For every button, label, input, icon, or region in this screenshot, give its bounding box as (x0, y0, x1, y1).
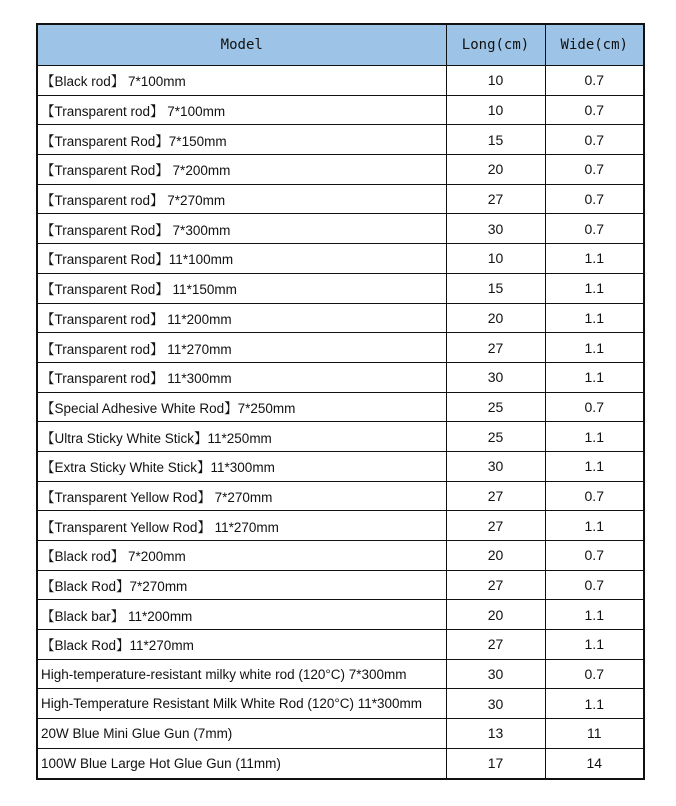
cell-long: 27 (446, 184, 545, 214)
header-wide: Wide(cm) (545, 24, 644, 66)
cell-model: 【Transparent rod】 11*200mm (37, 303, 446, 333)
header-row (37, 24, 644, 66)
cell-long: 10 (446, 244, 545, 274)
table-row (37, 451, 644, 481)
cell-wide: 11 (545, 719, 644, 749)
table-row (37, 659, 644, 689)
cell-wide: 1.1 (545, 273, 644, 303)
table-row (37, 155, 644, 185)
cell-model: High-temperature-resistant milky white rod (120°C) 7*300mm (37, 659, 446, 689)
cell-model: 【Black Rod】7*270mm (37, 570, 446, 600)
cell-long: 27 (446, 511, 545, 541)
table-header (37, 24, 644, 66)
cell-model: 【Special Adhesive White Rod】7*250mm (37, 392, 446, 422)
cell-model: 【Transparent Rod】7*150mm (37, 125, 446, 155)
cell-long: 20 (446, 155, 545, 185)
spec-table (36, 23, 645, 780)
cell-wide: 0.7 (545, 155, 644, 185)
table-row (37, 719, 644, 749)
header-model: Model (37, 24, 446, 66)
cell-model: 【Transparent Yellow Rod】 7*270mm (37, 481, 446, 511)
cell-long: 30 (446, 659, 545, 689)
table-row (37, 748, 644, 778)
cell-model: 【Transparent rod】 7*100mm (37, 95, 446, 125)
cell-wide: 0.7 (545, 214, 644, 244)
cell-model: 【Ultra Sticky White Stick】11*250mm (37, 422, 446, 452)
cell-wide: 0.7 (545, 95, 644, 125)
cell-model: 【Transparent Rod】 11*150mm (37, 273, 446, 303)
cell-long: 25 (446, 392, 545, 422)
cell-wide: 1.1 (545, 451, 644, 481)
cell-model: 【Transparent rod】 7*270mm (37, 184, 446, 214)
table-row (37, 184, 644, 214)
cell-model: 【Transparent rod】 11*270mm (37, 333, 446, 363)
cell-long: 27 (446, 333, 545, 363)
cell-wide: 0.7 (545, 184, 644, 214)
cell-wide: 1.1 (545, 244, 644, 274)
cell-long: 30 (446, 689, 545, 719)
cell-model: 【Black Rod】11*270mm (37, 630, 446, 660)
cell-wide: 0.7 (545, 541, 644, 571)
cell-wide: 1.1 (545, 600, 644, 630)
table-row (37, 481, 644, 511)
cell-long: 30 (446, 451, 545, 481)
cell-long: 25 (446, 422, 545, 452)
cell-model: 【Transparent Rod】11*100mm (37, 244, 446, 274)
cell-model: High-Temperature Resistant Milk White Rod (120°C) 11*300mm (37, 689, 446, 719)
cell-wide: 1.1 (545, 333, 644, 363)
table-row (37, 511, 644, 541)
cell-wide: 0.7 (545, 481, 644, 511)
cell-wide: 1.1 (545, 362, 644, 392)
table-row (37, 95, 644, 125)
cell-long: 30 (446, 362, 545, 392)
cell-wide: 1.1 (545, 689, 644, 719)
table-row (37, 392, 644, 422)
cell-model: 【Black bar】 11*200mm (37, 600, 446, 630)
cell-long: 15 (446, 125, 545, 155)
cell-model: 【Transparent Yellow Rod】 11*270mm (37, 511, 446, 541)
table-row (37, 422, 644, 452)
table-row (37, 600, 644, 630)
table-row (37, 273, 644, 303)
cell-model: 【Transparent Rod】 7*200mm (37, 155, 446, 185)
table-row (37, 689, 644, 719)
cell-long: 10 (446, 66, 545, 96)
cell-long: 20 (446, 541, 545, 571)
header-long: Long(cm) (446, 24, 545, 66)
table-row (37, 333, 644, 363)
cell-model: 【Extra Sticky White Stick】11*300mm (37, 451, 446, 481)
table-row (37, 66, 644, 96)
table-row (37, 630, 644, 660)
cell-wide: 1.1 (545, 511, 644, 541)
cell-wide: 0.7 (545, 659, 644, 689)
cell-model: 【Black rod】 7*200mm (37, 541, 446, 571)
cell-long: 30 (446, 214, 545, 244)
cell-model: 20W Blue Mini Glue Gun (7mm) (37, 719, 446, 749)
table-row (37, 303, 644, 333)
cell-long: 27 (446, 630, 545, 660)
cell-wide: 0.7 (545, 570, 644, 600)
cell-long: 20 (446, 600, 545, 630)
table-row (37, 362, 644, 392)
cell-long: 27 (446, 481, 545, 511)
table-row (37, 214, 644, 244)
cell-model: 【Transparent Rod】 7*300mm (37, 214, 446, 244)
cell-model: 【Transparent rod】 11*300mm (37, 362, 446, 392)
cell-long: 10 (446, 95, 545, 125)
table-row (37, 570, 644, 600)
table-row (37, 541, 644, 571)
table-row (37, 244, 644, 274)
cell-long: 17 (446, 748, 545, 778)
cell-wide: 14 (545, 748, 644, 778)
cell-long: 13 (446, 719, 545, 749)
cell-wide: 0.7 (545, 125, 644, 155)
cell-long: 15 (446, 273, 545, 303)
cell-wide: 1.1 (545, 630, 644, 660)
table-body (37, 66, 644, 779)
cell-long: 27 (446, 570, 545, 600)
cell-wide: 0.7 (545, 66, 644, 96)
cell-model: 【Black rod】 7*100mm (37, 66, 446, 96)
cell-long: 20 (446, 303, 545, 333)
cell-model: 100W Blue Large Hot Glue Gun (11mm) (37, 748, 446, 778)
cell-wide: 1.1 (545, 303, 644, 333)
table-row (37, 125, 644, 155)
cell-wide: 1.1 (545, 422, 644, 452)
cell-wide: 0.7 (545, 392, 644, 422)
